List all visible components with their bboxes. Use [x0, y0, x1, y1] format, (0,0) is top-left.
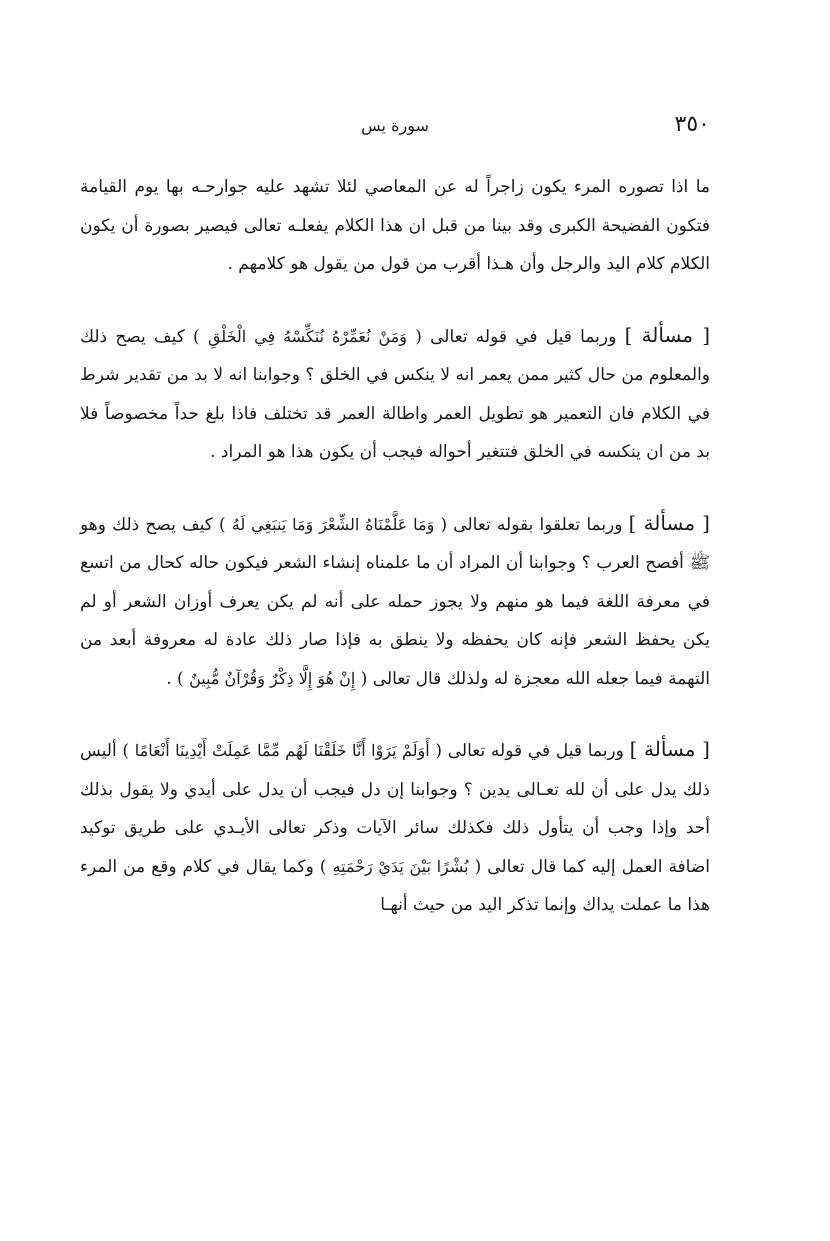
quran-verse: وَمَا عَلَّمْنَاهُ الشِّعْرَ وَمَا يَنبَغِي لَهُ — [231, 514, 435, 534]
page-body — [80, 168, 710, 925]
paragraph-1 — [80, 168, 710, 284]
page-header — [80, 112, 710, 152]
paragraph-3 — [80, 504, 710, 699]
paragraph-text: وربما تعلقوا بقوله تعالى ( — [440, 514, 623, 535]
quran-verse: وَمَنْ نُعَمِّرْهُ نُنَكِّسْهُ فِي الْخَلْقِ — [207, 326, 407, 346]
masala-label: [ مسألة ] — [624, 322, 711, 347]
paragraph-text: ) كيف يصح ذلك وهو ﷺ أفصح العرب ؟ وجوابنا أن المراد أن ما علمناه إنشاء الشعر فيكون حاله كحال من اتسع في معرفة اللغة فيما هو منهم ولا يجوز حمله على أنه لم يكن يعرف أوزان الشعر أو لم يكن يحفظ الشعر فإنه كان يحفظه ولا ينطق به فإذا صار ذلك عادة له معروفة أبعد من التهمة فيما جعله الله معجزة له ولذلك قال تعالى ( — [80, 514, 710, 689]
quran-verse: بُشْرًا بَيْنَ يَدَيْ رَحْمَتِهِ — [332, 856, 469, 876]
page-number: ٣٥٠ — [674, 112, 710, 137]
paragraph-2 — [80, 316, 710, 472]
paragraph-text: ) . — [166, 668, 184, 689]
quran-verse: إِنْ هُوَ إِلَّا ذِكْرٌ وَقُرْآنٌ مُّبِينٌ — [189, 668, 356, 688]
masala-label: [ مسألة ] — [629, 737, 710, 761]
paragraph-text: وربما قيل في قوله تعالى ( — [415, 326, 617, 347]
masala-label: [ مسألة ] — [628, 510, 710, 535]
paragraph-4 — [80, 730, 710, 925]
paragraph-text: ما اذا تصوره المرء يكون زاجراً له عن المعاصي لئلا تشهد عليه جوارحـه بها يوم القيامة فتكون الفضيحة الكبرى وقد بينا من قبل ان هذا الكلام يفعلـه تعالى فيصير بصورة أن يكون الكلام كلام اليد والرجل وأن هـذا أقرب من قول من يقول هو كلامهم . — [80, 177, 710, 274]
paragraph-text: ) أليس ذلك يدل على أن لله تعـالى يدين ؟ وجوابنا إن دل فيجب أن يدل على أيدي ولا يقول بذلك أحد وإذا وجب أن يتأول ذلك فكذلك سائر الآيات وذكر تعالى الأيـدي على طريق توكيد اضافة العمل إليه كما قال تعالى ( — [80, 741, 711, 877]
paragraph-text: ) وكما يقال في كلام وقع من المرء هذا ما عملت يداك وإنما تذكر اليد من حيث أنهـا — [80, 856, 710, 915]
paragraph-text: ) كيف يصح ذلك والمعلوم من حال كثير ممن يعمر انه لا ينكس في الخلق ؟ وجوابنا انه لا بد من تقدير شرط في الكلام فان التعمير هو تطويل العمر واطالة العمر قد تختلف فاذا بلغ حداً مخصوصاً فلا بد من ان ينكسه في الخلق فتتغير أحواله فيجب أن يكون هذا هو المراد . — [80, 326, 710, 462]
paragraph-text: وربما قيل في قوله تعالى ( — [435, 741, 624, 761]
running-title: سورة يس — [361, 116, 429, 135]
quran-verse: أَوَلَمْ يَرَوْا أَنَّا خَلَقْنَا لَهُم مِّمَّا عَمِلَتْ أَيْدِينَا أَنْعَامًا — [134, 741, 430, 760]
